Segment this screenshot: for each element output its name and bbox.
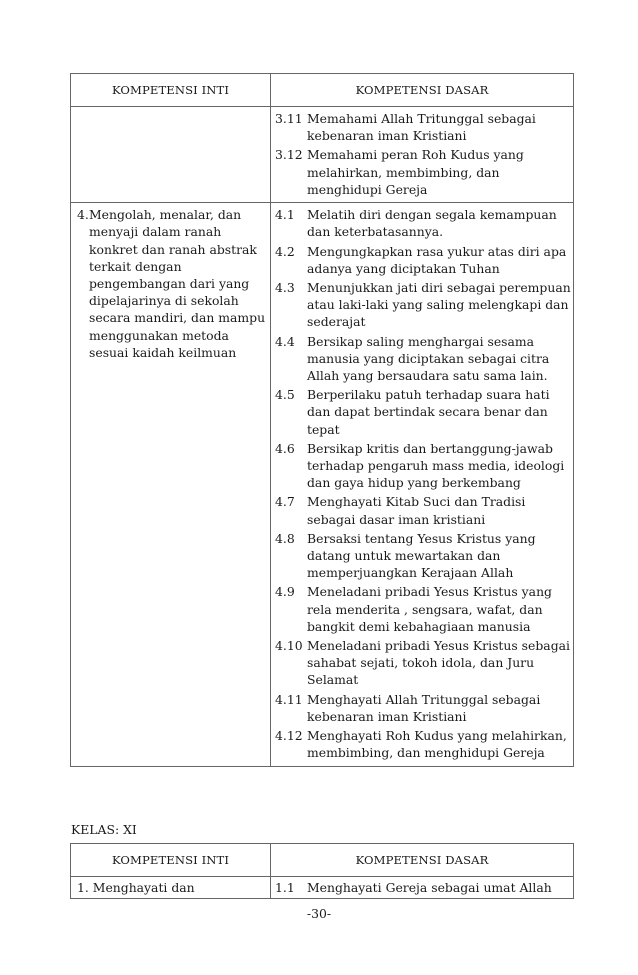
table-row bbox=[71, 203, 574, 766]
kd-number: 4.8 bbox=[275, 530, 295, 546]
header-kompetensi-dasar: KOMPETENSI DASAR bbox=[271, 74, 574, 107]
kd-text: Bersaksi tentang Yesus Kristus yang datang untuk mewartakan dan memperjuangkan Kerajaan Allah bbox=[307, 530, 536, 581]
kd-item bbox=[275, 440, 571, 492]
kd-item bbox=[275, 691, 571, 725]
kd-text: Menghayati Roh Kudus yang melahirkan, membimbing, dan menghidupi Gereja bbox=[307, 728, 567, 761]
kd-text: Menghayati Kitab Suci dan Tradisi sebagai dasar iman kristiani bbox=[307, 494, 526, 527]
kd-number: 4.5 bbox=[275, 387, 295, 403]
kd-cell bbox=[271, 107, 574, 203]
kd-number: 4.7 bbox=[275, 494, 295, 510]
kd-number: 4.12 bbox=[275, 728, 303, 744]
kd-text: Meneladani pribadi Yesus Kristus sebagai sahabat sejati, tokoh idola, dan Juru Selamat bbox=[307, 638, 570, 688]
kd-number: 4.6 bbox=[275, 440, 295, 456]
kd-item bbox=[275, 386, 571, 438]
header-kompetensi-dasar: KOMPETENSI DASAR bbox=[271, 844, 574, 877]
table-header-row bbox=[71, 844, 574, 877]
kd-cell bbox=[271, 877, 574, 899]
kd-text: Menghayati Gereja sebagai umat Allah bbox=[307, 880, 552, 896]
ki-cell-empty bbox=[71, 107, 271, 203]
kd-text: Menghayati Allah Tritunggal sebagai kebenaran iman Kristiani bbox=[307, 691, 541, 724]
ki-cell bbox=[71, 203, 271, 766]
kd-item bbox=[275, 879, 571, 896]
table-row bbox=[71, 877, 574, 899]
kd-text: Meneladani pribadi Yesus Kristus yang rela menderita , sengsara, wafat, dan bangkit demi kebahagiaan manusia bbox=[307, 584, 552, 634]
kd-number: 4.10 bbox=[275, 638, 303, 654]
kd-text: Bersikap kritis dan bertanggung-jawab terhadap pengaruh mass media, ideologi dan gaya hidup yang berkembang bbox=[307, 440, 565, 491]
kd-item bbox=[275, 146, 571, 198]
kd-text: Melatih diri dengan segala kemampuan dan keterbatasannya. bbox=[307, 207, 557, 240]
kd-number: 3.11 bbox=[275, 111, 303, 126]
table-header-row bbox=[71, 74, 574, 107]
competency-table-1 bbox=[70, 73, 574, 767]
kd-text: Bersikap saling menghargai sesama manusia yang diciptakan sebagai citra Allah yang bersaudara satu sama lain. bbox=[307, 333, 550, 384]
page-number: -30- bbox=[306, 906, 332, 921]
ki-cell: 1. Menghayati dan bbox=[71, 877, 271, 899]
kd-text: Menunjukkan jati diri sebagai perempuan atau laki-laki yang saling melengkapi dan sederajat bbox=[307, 280, 571, 330]
competency-table-2 bbox=[70, 843, 574, 899]
kd-item bbox=[275, 110, 571, 144]
kd-item bbox=[275, 493, 571, 527]
kd-number: 4.11 bbox=[275, 691, 303, 707]
kd-number: 4.1 bbox=[275, 207, 295, 223]
kd-item bbox=[275, 243, 571, 277]
table-row bbox=[71, 107, 574, 203]
ki-number: 4. bbox=[77, 207, 89, 223]
kd-number: 3.12 bbox=[275, 147, 303, 163]
kd-item bbox=[275, 279, 571, 331]
kd-text: Memahami peran Roh Kudus yang melahirkan, membimbing, dan menghidupi Gereja bbox=[307, 147, 524, 197]
kd-number: 4.2 bbox=[275, 243, 295, 259]
kd-text: Mengungkapkan rasa yukur atas diri apa adanya yang diciptakan Tuhan bbox=[307, 243, 567, 276]
kd-number: 4.9 bbox=[275, 584, 295, 600]
kd-text: Memahami Allah Tritunggal sebagai kebenaran iman Kristiani bbox=[307, 111, 536, 144]
kd-text: Berperilaku patuh terhadap suara hati dan dapat bertindak secara benar dan tepat bbox=[307, 387, 550, 437]
kd-item bbox=[275, 206, 571, 240]
kd-number: 4.3 bbox=[275, 280, 295, 296]
kd-cell bbox=[271, 203, 574, 766]
kd-item bbox=[275, 727, 571, 761]
kelas-label: KELAS: XI bbox=[71, 822, 137, 837]
ki-text: Mengolah, menalar, dan menyaji dalam ranah konkret dan ranah abstrak terkait dengan pengembangan dari yang dipelajarinya di sekolah secara mandiri, dan mampu menggunakan metoda sesuai kaidah keilmuan bbox=[89, 207, 266, 360]
header-kompetensi-inti: KOMPETENSI INTI bbox=[71, 844, 271, 877]
kd-item bbox=[275, 637, 571, 689]
kd-item bbox=[275, 530, 571, 582]
header-kompetensi-inti: KOMPETENSI INTI bbox=[71, 74, 271, 107]
kd-number: 4.4 bbox=[275, 333, 295, 349]
kd-item bbox=[275, 583, 571, 635]
kd-number: 1.1 bbox=[275, 880, 295, 896]
kd-item bbox=[275, 333, 571, 385]
